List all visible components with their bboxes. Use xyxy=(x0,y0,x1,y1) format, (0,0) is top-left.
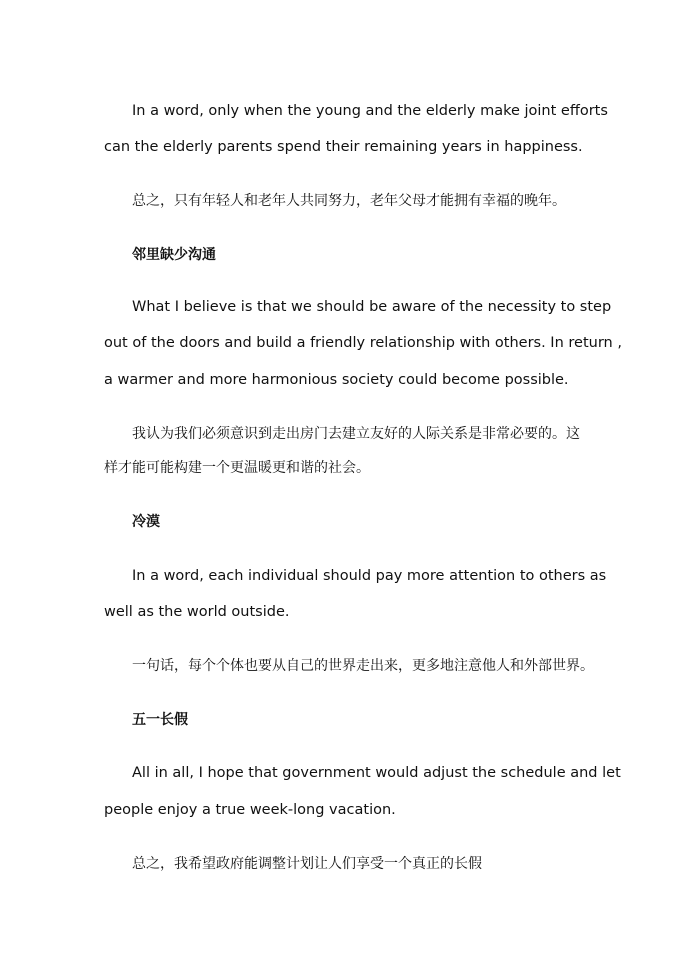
section-heading: 冷漠 xyxy=(132,514,160,530)
paragraph-line: 我认为我们必须意识到走出房门去建立友好的人际关系是非常必要的。这 xyxy=(132,426,580,442)
paragraph-line: can the elderly parents spend their remaining years in happiness. xyxy=(104,139,583,155)
paragraph-line: well as the world outside. xyxy=(104,604,290,620)
paragraph-line: What I believe is that we should be aware of the necessity to step xyxy=(132,299,612,315)
paragraph-line: In a word, only when the young and the elderly make joint efforts xyxy=(132,103,608,119)
paragraph-line: out of the doors and build a friendly relationship with others. In return , xyxy=(104,335,622,351)
paragraph-line: a warmer and more harmonious society could become possible. xyxy=(104,372,569,388)
paragraph-line: people enjoy a true week-long vacation. xyxy=(104,802,396,818)
paragraph-line: 样才能可能构建一个更温暖更和谐的社会。 xyxy=(104,460,370,476)
section-heading: 邻里缺少沟通 xyxy=(132,247,216,263)
paragraph-line: 总之，只有年轻人和老年人共同努力，老年父母才能拥有幸福的晚年。 xyxy=(132,193,566,209)
section-heading: 五一长假 xyxy=(132,712,188,728)
paragraph-line: In a word, each individual should pay more attention to others as xyxy=(132,568,607,584)
paragraph-line: 总之，我希望政府能调整计划让人们享受一个真正的长假 xyxy=(132,856,482,872)
paragraph-line: 一句话，每个个体也要从自己的世界走出来，更多地注意他人和外部世界。 xyxy=(132,658,594,674)
paragraph-line: All in all, I hope that government would adjust the schedule and let xyxy=(132,765,621,781)
